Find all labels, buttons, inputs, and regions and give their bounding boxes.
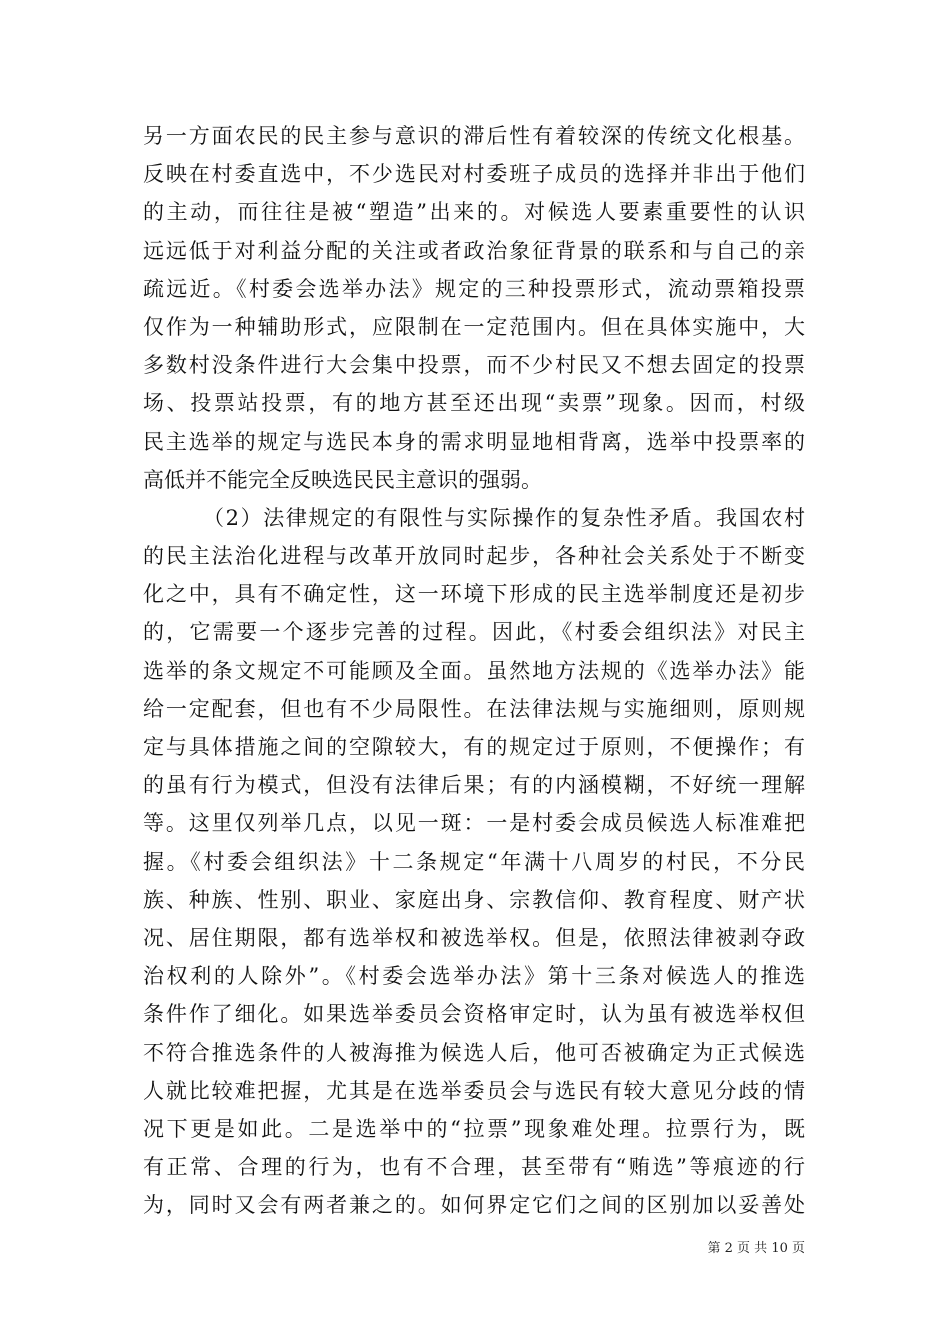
paragraph-line: 民主选举的规定与选民本身的需求明显地相背离，选举中投票率的	[143, 429, 805, 454]
paragraph-line: （2）法律规定的有限性与实际操作的复杂性矛盾。我国农村	[203, 505, 805, 530]
page-body	[143, 117, 805, 1224]
paragraph-line: 的，它需要一个逐步完善的过程。因此，《村委会组织法》对民主	[143, 620, 805, 645]
paragraph-line: 等。这里仅列举几点，以见一斑：一是村委会成员候选人标准难把	[143, 811, 805, 836]
paragraph-line: 为，同时又会有两者兼之的。如何界定它们之间的区别加以妥善处	[143, 1193, 805, 1218]
paragraph-line: 族、种族、性别、职业、家庭出身、宗教信仰、教育程度、财产状	[143, 887, 805, 912]
paragraph-line: 条件作了细化。如果选举委员会资格审定时，认为虽有被选举权但	[143, 1002, 805, 1027]
paragraph-line: 的虽有行为模式，但没有法律后果；有的内涵模糊，不好统一理解	[143, 773, 805, 798]
paragraph-line: 况、居住期限，都有选举权和被选举权。但是，依照法律被剥夺政	[143, 925, 805, 950]
paragraph-line: 高低并不能完全反映选民民主意识的强弱。	[143, 467, 542, 492]
paragraph-line: 的主动，而往往是被“塑造”出来的。对候选人要素重要性的认识	[143, 200, 805, 225]
paragraph-line: 有正常、合理的行为，也有不合理，甚至带有“贿选”等痕迹的行	[143, 1155, 805, 1180]
paragraph-line: 疏远近。《村委会选举办法》规定的三种投票形式，流动票箱投票	[143, 276, 805, 301]
paragraph-line: 治权利的人除外”。《村委会选举办法》第十三条对候选人的推选	[143, 964, 805, 989]
page-number-footer: 第 2 页 共 10 页	[707, 1241, 805, 1256]
paragraph-line: 选举的条文规定不可能顾及全面。虽然地方法规的《选举办法》能	[143, 658, 805, 683]
paragraph-line: 定与具体措施之间的空隙较大，有的规定过于原则，不便操作；有	[143, 735, 805, 759]
paragraph-line: 给一定配套，但也有不少局限性。在法律法规与实施细则，原则规	[143, 696, 805, 721]
paragraph-line: 多数村没条件进行大会集中投票，而不少村民又不想去固定的投票	[143, 353, 805, 378]
paragraph-legal-limitations	[143, 499, 805, 1225]
paragraph-line: 仅作为一种辅助形式，应限制在一定范围内。但在具体实施中，大	[143, 314, 805, 339]
paragraph-rural-democracy-awareness	[143, 117, 805, 499]
paragraph-line: 握。《村委会组织法》十二条规定“年满十八周岁的村民，不分民	[143, 849, 805, 874]
paragraph-line: 化之中，具有不确定性，这一环境下形成的民主选举制度还是初步	[143, 582, 805, 607]
paragraph-line: 的民主法治化进程与改革开放同时起步，各种社会关系处于不断变	[143, 544, 805, 569]
paragraph-line: 场、投票站投票，有的地方甚至还出现“卖票”现象。因而，村级	[143, 391, 805, 416]
paragraph-line: 远远低于对利益分配的关注或者政治象征背景的联系和与自己的亲	[143, 238, 805, 263]
paragraph-line: 人就比较难把握，尤其是在选举委员会与选民有较大意见分歧的情	[143, 1078, 805, 1103]
paragraph-line: 不符合推选条件的人被海推为候选人后，他可否被确定为正式候选	[143, 1040, 805, 1065]
paragraph-line: 反映在村委直选中，不少选民对村委班子成员的选择并非出于他们	[143, 162, 805, 187]
paragraph-line: 况下更是如此。二是选举中的“拉票”现象难处理。拉票行为，既	[143, 1116, 805, 1141]
paragraph-line: 另一方面农民的民主参与意识的滞后性有着较深的传统文化根基。	[143, 124, 805, 148]
